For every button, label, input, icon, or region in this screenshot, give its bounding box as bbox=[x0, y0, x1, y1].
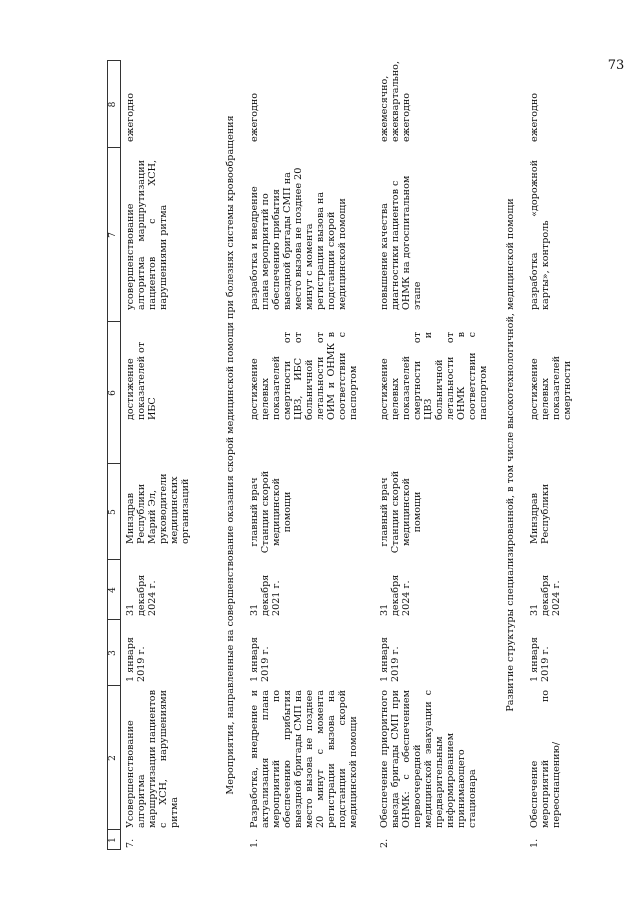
responsible-cell: главный врач Станции скорой медицинской помощи bbox=[249, 470, 293, 554]
header-bottom-rule bbox=[120, 60, 121, 850]
result-cell: разработка и внедрение плана мероприятий по обеспечению прибытия выездной бригады СМП на место вызова не позднее 20 минут с момента регистрации вызова на подстанции скорой медицинской помощи bbox=[249, 167, 348, 310]
start-date-cell: 1 января 2019 г. bbox=[529, 637, 551, 682]
responsible-cell: Минздрав Республики Марий Эл, руководители медицинских организаций bbox=[125, 473, 191, 544]
header-col-2: 2 bbox=[108, 755, 118, 761]
header-col-4: 4 bbox=[108, 587, 118, 593]
frequency-cell: ежегодно bbox=[125, 92, 136, 142]
indicator-cell: достижение целевых показателей смертности от ЦВЗ, ИБС от больничной летальности от ОИМ и ОНМК в соответствии с паспортом bbox=[249, 332, 359, 420]
frequency-cell: ежемесячно, ежеквартально, ежегодно bbox=[379, 60, 412, 142]
start-date-cell: 1 января 2019 г. bbox=[125, 637, 147, 682]
responsible-cell: главный врач Станции скорой медицинской помощи bbox=[379, 470, 423, 554]
indicator-cell: достижение показателей от ИБС bbox=[125, 341, 158, 420]
row-number: 2. bbox=[379, 838, 390, 848]
indicator-cell: достижение целевых показателей смертности от ЦВЗ и больничной летальности от ОНМК в соответствии с паспортом bbox=[379, 332, 489, 420]
header-col-5: 5 bbox=[108, 509, 118, 515]
result-cell: повышение качества диагностики пациентов с ОНМК на догоспитальном этапе bbox=[379, 175, 423, 310]
frequency-cell: ежегодно bbox=[249, 92, 260, 142]
row-number: 1. bbox=[249, 838, 260, 848]
end-date-cell: 31 декабря 2024 г. bbox=[529, 574, 562, 616]
result-cell: разработка «дорожной карты», контроль bbox=[529, 160, 551, 310]
header-col-7: 7 bbox=[108, 232, 118, 238]
section-title: Мероприятия, направленные на совершенствование оказания скорой медицинской помощи при болезнях системы кровообращения bbox=[225, 115, 236, 795]
end-date-cell: 31 декабря 2021 г. bbox=[249, 574, 282, 616]
indicator-cell: достижение целевых показателей смертности bbox=[529, 356, 573, 420]
activity-cell: Обеспечение приоритного выезда бригады СМП при ОНМК: с обеспечением первоочередной медицинской эвакуации с предварительным информированием принимающего стационара bbox=[379, 690, 478, 828]
header-col-1: 1 bbox=[108, 837, 118, 843]
activity-cell: Разработка, внедрение и актуализация плана мероприятий по обеспечению прибытия выездной бригады СМП на место вызова не позднее 20 минут с момента регистрации вызова на подстанции скорой медицинской помощи bbox=[249, 690, 359, 828]
row-number: 1. bbox=[529, 838, 540, 848]
activity-cell: Усовершенствование алгоритма маршрутизации пациентов с ХСН, нарушениями ритма bbox=[125, 690, 180, 828]
result-cell: усовершенствование алгоритма маршрутизации пациентов с ХСН, нарушениями ритма bbox=[125, 160, 169, 310]
frequency-cell: ежегодно bbox=[529, 92, 540, 142]
section-title: Развитие структуры специализированной, в том числе высокотехнологичной, медицинской помощи bbox=[505, 198, 516, 712]
row-number: 7. bbox=[125, 838, 136, 848]
responsible-cell: Минздрав Республики bbox=[529, 483, 551, 544]
header-col-6: 6 bbox=[108, 390, 118, 396]
end-date-cell: 31 декабря 2024 г. bbox=[125, 574, 158, 616]
header-col-3: 3 bbox=[108, 650, 118, 656]
rotated-table bbox=[107, 60, 627, 850]
end-date-cell: 31 декабря 2024 г. bbox=[379, 574, 412, 616]
page-number: 73 bbox=[607, 58, 625, 73]
start-date-cell: 1 января 2019 г. bbox=[379, 637, 401, 682]
activity-cell: Обеспечение мероприятий по переоснащению/ bbox=[529, 690, 562, 828]
header-col-8: 8 bbox=[108, 101, 118, 108]
start-date-cell: 1 января 2019 г. bbox=[249, 637, 271, 682]
